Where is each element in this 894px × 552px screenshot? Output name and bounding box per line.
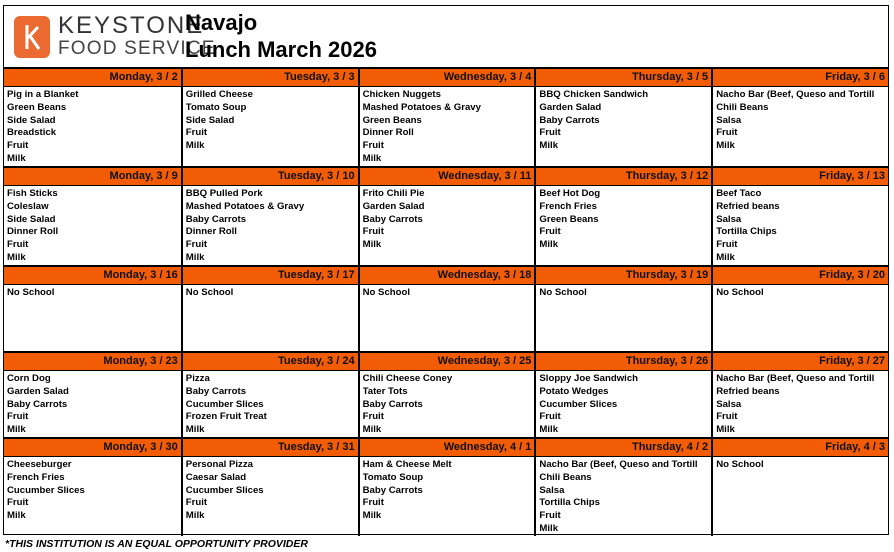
menu-item: Fruit <box>716 239 738 251</box>
day-header: Wednesday, 3 / 18 <box>360 267 535 285</box>
day-cell <box>711 265 888 351</box>
menu-item: Chicken Nuggets <box>362 89 441 100</box>
day-header: Monday, 3 / 23 <box>4 353 181 371</box>
menu-item: Salsa <box>539 484 565 496</box>
day-cell <box>534 67 711 166</box>
day-header: Thursday, 3 / 5 <box>536 69 711 87</box>
menu-item: Breadstick <box>7 127 57 139</box>
menu-item: Milk <box>539 522 559 534</box>
menu-item: Milk <box>716 251 735 263</box>
week-row <box>4 265 888 351</box>
menu-item: Green Beans <box>7 101 67 113</box>
menu-items <box>713 457 888 472</box>
day-cell <box>181 67 358 166</box>
menu-item: Milk <box>7 152 26 164</box>
menu-item: Mashed Potatoes & Gravy <box>185 200 305 212</box>
menu-item: Dinner Roll <box>362 127 414 139</box>
school-name: Navajo <box>185 10 258 35</box>
menu-items <box>183 371 358 437</box>
menu-items <box>713 186 888 265</box>
menu-item: Tortilla Chips <box>716 226 777 238</box>
menu-item: Milk <box>362 510 382 522</box>
menu-items <box>536 371 711 437</box>
day-header: Friday, 3 / 13 <box>713 168 888 186</box>
day-header: Monday, 3 / 30 <box>4 439 181 457</box>
menu-items <box>536 186 711 252</box>
menu-item: Cucumber Slices <box>7 484 85 496</box>
day-header: Tuesday, 3 / 17 <box>183 267 358 285</box>
menu-item: Coleslaw <box>7 200 49 212</box>
menu-item: Fruit <box>362 411 384 423</box>
menu-item: Cheeseburger <box>7 459 72 470</box>
menu-item: Milk <box>539 140 559 152</box>
menu-items <box>4 371 181 437</box>
menu-items <box>183 457 358 523</box>
menu-item: No School <box>716 459 764 470</box>
menu-item: Salsa <box>716 213 742 225</box>
week-row <box>4 166 888 265</box>
menu-items <box>536 457 711 536</box>
menu-item: Baby Carrots <box>185 385 247 397</box>
menu-item: Milk <box>539 424 559 436</box>
menu-item: Ham & Cheese Melt <box>362 459 452 470</box>
menu-items <box>713 285 888 300</box>
menu-item: Tomato Soup <box>185 101 247 113</box>
menu-item: Pig in a Blanket <box>7 89 79 100</box>
menu-item: Milk <box>7 424 26 436</box>
day-cell <box>181 166 358 265</box>
day-cell <box>534 437 711 536</box>
menu-item: Milk <box>362 424 382 436</box>
menu-item: Fruit <box>362 497 384 509</box>
menu-item: Frito Chili Pie <box>362 188 425 199</box>
day-header: Friday, 3 / 6 <box>713 69 888 87</box>
menu-item: Fruit <box>539 226 561 238</box>
menu-items <box>713 87 888 153</box>
menu-item: Cucumber Slices <box>539 398 618 410</box>
day-header: Thursday, 3 / 12 <box>536 168 711 186</box>
menu-item: Fruit <box>362 226 384 238</box>
day-header: Friday, 3 / 20 <box>713 267 888 285</box>
day-cell <box>534 351 711 437</box>
menu-item: Fruit <box>7 140 29 152</box>
menu-item: BBQ Chicken Sandwich <box>539 89 649 100</box>
menu-item: Baby Carrots <box>539 114 600 126</box>
day-cell <box>4 67 181 166</box>
menu-item: Milk <box>7 510 26 522</box>
menu-items <box>360 371 535 437</box>
menu-item: Garden Salad <box>362 200 425 212</box>
menu-item: Grilled Cheese <box>185 89 253 100</box>
menu-item: Fruit <box>539 127 561 139</box>
day-cell <box>4 265 181 351</box>
day-cell <box>358 351 535 437</box>
menu-item: Beef Hot Dog <box>539 188 601 199</box>
day-header: Tuesday, 3 / 10 <box>183 168 358 186</box>
day-cell <box>181 437 358 536</box>
day-header: Thursday, 3 / 19 <box>536 267 711 285</box>
menu-item: Dinner Roll <box>7 226 59 238</box>
menu-item: Milk <box>185 140 205 152</box>
menu-item: Refried beans <box>716 200 780 212</box>
menu-item: Milk <box>539 239 559 251</box>
menu-item: Sloppy Joe Sandwich <box>539 373 639 384</box>
menu-item: Milk <box>362 239 382 251</box>
day-cell <box>534 265 711 351</box>
day-cell <box>711 166 888 265</box>
page-title: Lunch March 2026 <box>185 37 377 62</box>
menu-item: Tomato Soup <box>362 471 424 483</box>
menu-item: French Fries <box>7 471 65 483</box>
menu-item: Side Salad <box>7 213 56 225</box>
menu-item: Side Salad <box>7 114 56 126</box>
day-cell <box>181 351 358 437</box>
day-cell <box>711 437 888 536</box>
day-header: Wednesday, 3 / 11 <box>360 168 535 186</box>
day-cell <box>181 265 358 351</box>
week-row <box>4 351 888 437</box>
menu-item: Nacho Bar (Beef, Queso and Tortill <box>539 459 698 470</box>
day-header: Wednesday, 4 / 1 <box>360 439 535 457</box>
menu-item: Baby Carrots <box>362 213 423 225</box>
menu-item: Chili Beans <box>716 101 769 113</box>
menu-items <box>536 87 711 153</box>
week-row <box>4 67 888 166</box>
menu-items <box>4 87 181 166</box>
day-header: Friday, 4 / 3 <box>713 439 888 457</box>
menu-items <box>4 285 181 300</box>
menu-item: Chili Cheese Coney <box>362 373 453 384</box>
day-header: Tuesday, 3 / 3 <box>183 69 358 87</box>
day-header: Friday, 3 / 27 <box>713 353 888 371</box>
menu-item: Side Salad <box>185 114 235 126</box>
menu-item: Fish Sticks <box>7 188 58 199</box>
keystone-k-icon <box>14 16 50 58</box>
menu-item: Fruit <box>7 239 29 251</box>
menu-item: Salsa <box>716 114 742 126</box>
menu-item: Chili Beans <box>539 471 592 483</box>
menu-item: Cucumber Slices <box>185 398 264 410</box>
menu-item: Fruit <box>716 127 738 139</box>
menu-item: Garden Salad <box>539 101 602 113</box>
menu-item: Fruit <box>539 510 561 522</box>
day-header: Monday, 3 / 2 <box>4 69 181 87</box>
menu-item: Salsa <box>716 398 742 410</box>
menu-items <box>360 285 535 300</box>
menu-items <box>536 285 711 300</box>
day-header: Monday, 3 / 16 <box>4 267 181 285</box>
menu-items <box>183 186 358 265</box>
menu-item: Fruit <box>362 140 384 152</box>
day-cell <box>358 166 535 265</box>
menu-item: Tater Tots <box>362 385 408 397</box>
day-cell <box>711 67 888 166</box>
day-header: Tuesday, 3 / 31 <box>183 439 358 457</box>
menu-items <box>360 457 535 523</box>
menu-item: No School <box>362 287 411 298</box>
menu-item: Nacho Bar (Beef, Queso and Tortill <box>716 89 875 100</box>
menu-item: Green Beans <box>539 213 599 225</box>
menu-item: Baby Carrots <box>7 398 68 410</box>
footer-note: *THIS INSTITUTION IS AN EQUAL OPPORTUNITY PROVIDER <box>5 538 308 550</box>
day-cell <box>358 265 535 351</box>
menu-item: Garden Salad <box>7 385 69 397</box>
menu-item: Frozen Fruit Treat <box>185 411 267 423</box>
day-cell <box>4 166 181 265</box>
menu-item: Nacho Bar (Beef, Queso and Tortill <box>716 373 875 384</box>
menu-items <box>713 371 888 437</box>
menu-items <box>360 186 535 252</box>
menu-item: Baby Carrots <box>362 398 423 410</box>
menu-item: Tortilla Chips <box>539 497 600 509</box>
day-header: Thursday, 3 / 26 <box>536 353 711 371</box>
menu-item: Fruit <box>185 239 208 251</box>
day-header: Wednesday, 3 / 4 <box>360 69 535 87</box>
menu-items <box>183 285 358 300</box>
day-cell <box>4 437 181 536</box>
day-cell <box>358 67 535 166</box>
brand-name-line1: KEYSTONE <box>58 12 205 39</box>
week-row <box>4 437 888 536</box>
day-header: Monday, 3 / 9 <box>4 168 181 186</box>
menu-item: Fruit <box>185 127 208 139</box>
menu-item: Potato Wedges <box>539 385 609 397</box>
menu-header <box>4 6 888 67</box>
menu-item: Milk <box>7 251 26 263</box>
menu-item: Milk <box>185 424 205 436</box>
day-header: Wednesday, 3 / 25 <box>360 353 535 371</box>
menu-item: BBQ Pulled Pork <box>185 188 263 199</box>
day-header: Thursday, 4 / 2 <box>536 439 711 457</box>
menu-items <box>4 457 181 523</box>
menu-items <box>360 87 535 166</box>
menu-item: Dinner Roll <box>185 226 237 238</box>
brand-name-line2: FOOD SERVICE <box>58 38 216 59</box>
menu-item: Milk <box>362 152 382 164</box>
menu-item: Fruit <box>716 411 738 423</box>
menu-item: Baby Carrots <box>185 213 247 225</box>
menu-item: Milk <box>185 510 205 522</box>
menu-item: Fruit <box>185 497 208 509</box>
calendar-grid <box>4 67 888 536</box>
menu-item: Corn Dog <box>7 373 51 384</box>
menu-item: French Fries <box>539 200 597 212</box>
menu-items <box>183 87 358 153</box>
menu-item: Beef Taco <box>716 188 762 199</box>
menu-item: Refried beans <box>716 385 780 397</box>
menu-item: No School <box>716 287 764 298</box>
menu-item: Fruit <box>7 497 29 509</box>
menu-frame <box>3 5 889 535</box>
menu-item: Cucumber Slices <box>185 484 264 496</box>
menu-item: Milk <box>185 251 205 263</box>
day-cell <box>711 351 888 437</box>
menu-item: Green Beans <box>362 114 422 126</box>
menu-item: No School <box>539 287 587 298</box>
menu-items <box>4 186 181 265</box>
menu-item: No School <box>185 287 234 298</box>
day-cell <box>358 437 535 536</box>
menu-item: Personal Pizza <box>185 459 253 470</box>
day-cell <box>4 351 181 437</box>
menu-item: Pizza <box>185 373 210 384</box>
menu-item: Caesar Salad <box>185 471 247 483</box>
day-cell <box>534 166 711 265</box>
menu-item: Fruit <box>539 411 561 423</box>
day-header: Tuesday, 3 / 24 <box>183 353 358 371</box>
menu-item: Mashed Potatoes & Gravy <box>362 101 481 113</box>
menu-item: No School <box>7 287 55 298</box>
menu-item: Milk <box>716 424 735 436</box>
menu-item: Fruit <box>7 411 29 423</box>
menu-item: Baby Carrots <box>362 484 423 496</box>
menu-item: Milk <box>716 140 735 152</box>
